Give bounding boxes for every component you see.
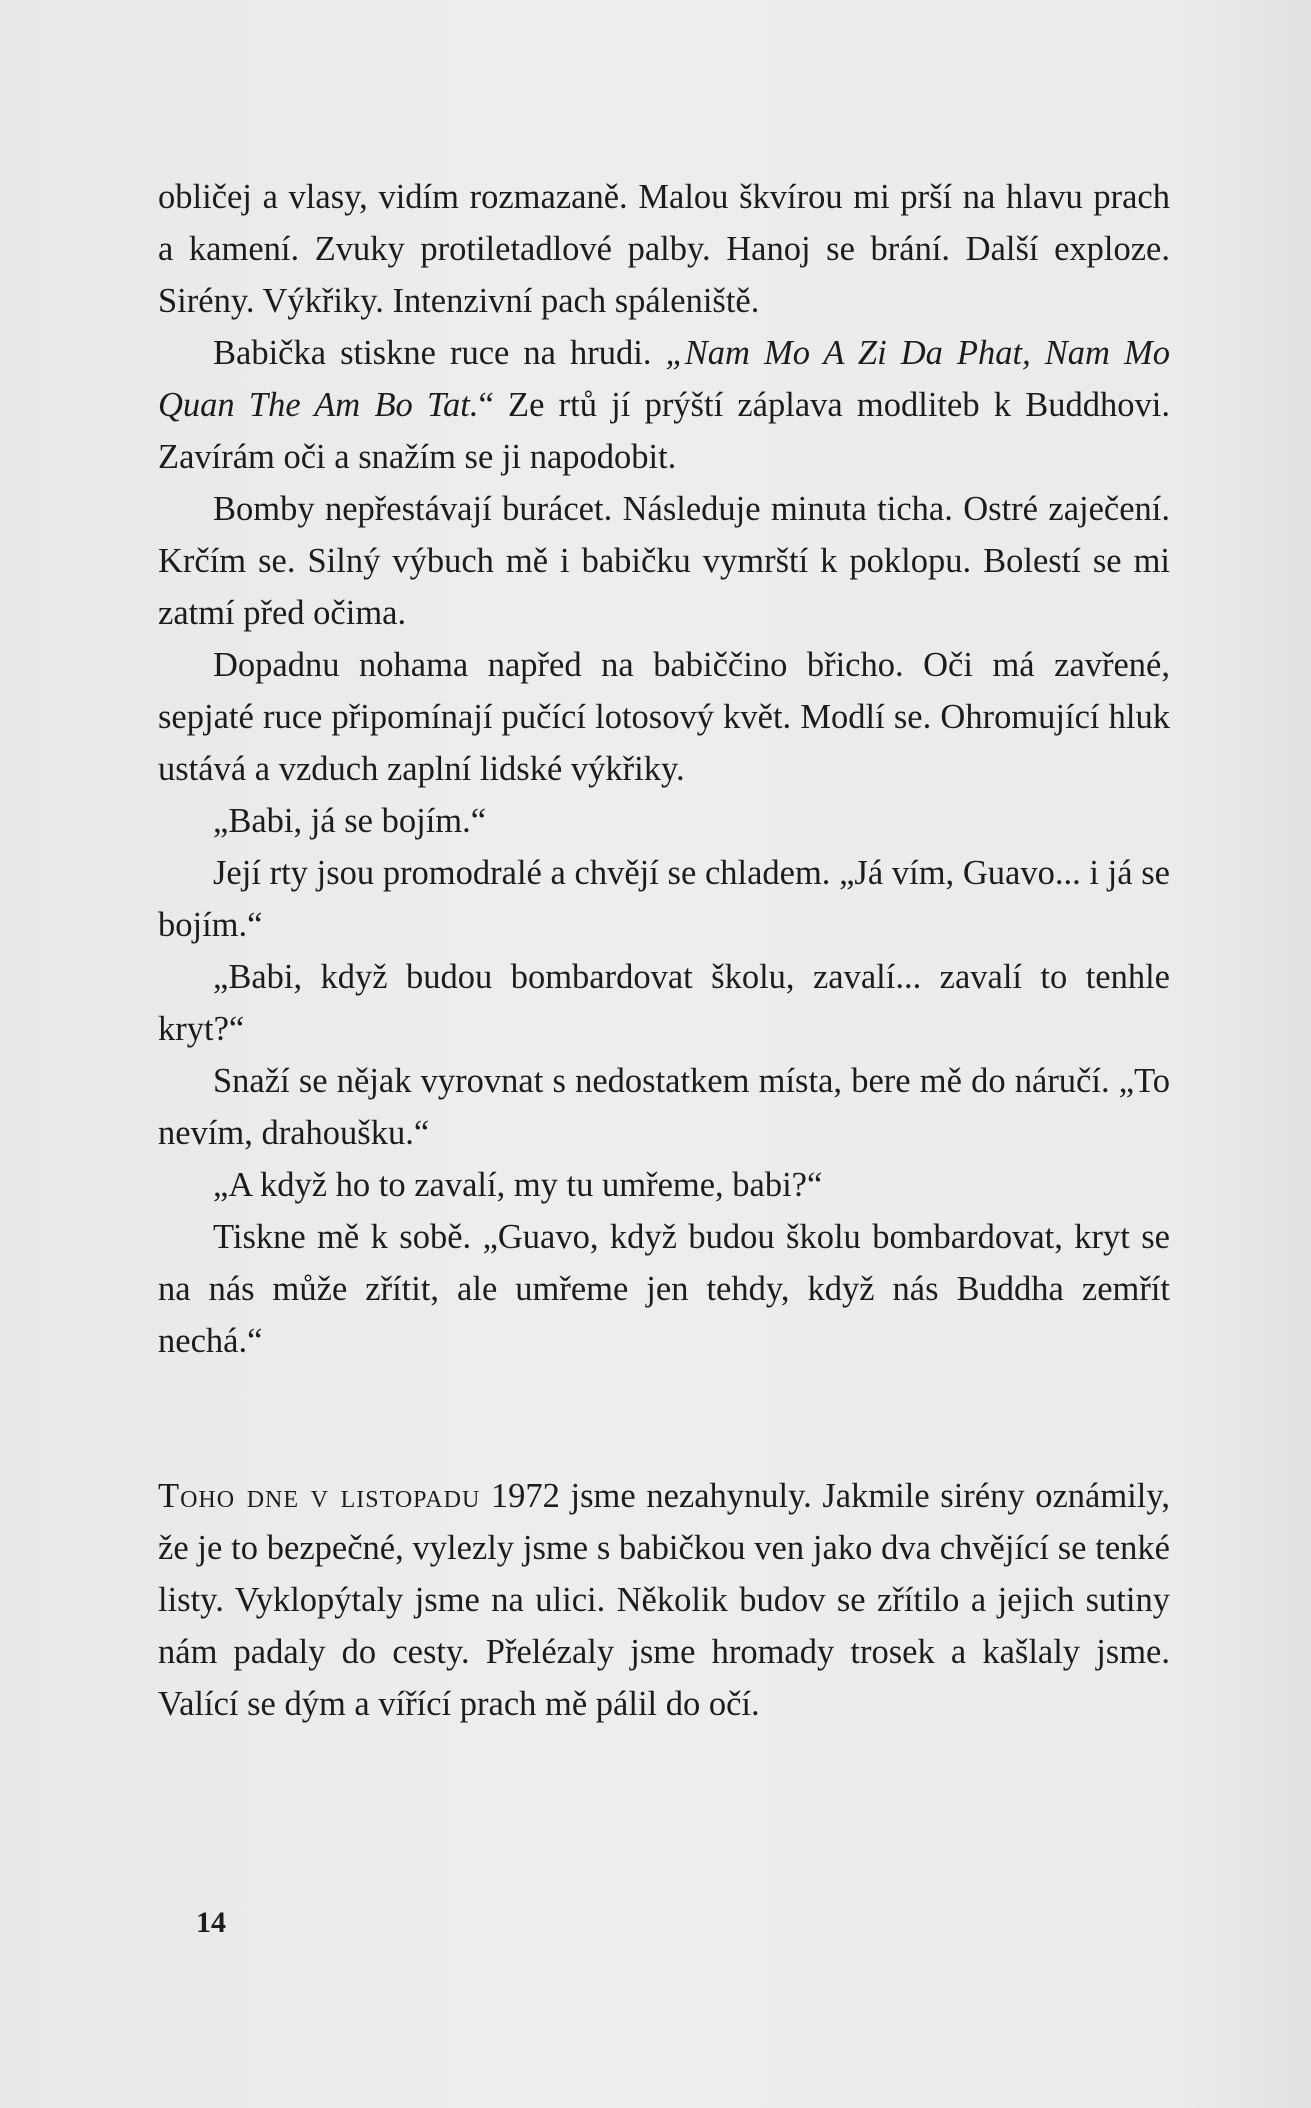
paragraph: „Babi, když budou bombardovat školu, zavalí... zavalí to tenhle kryt?“ xyxy=(158,958,1170,1048)
paragraph: obličej a vlasy, vidím rozmazaně. Malou škvírou mi prší na hlavu prach a kamení. Zvuky protiletadlové palby. Hanoj se brání. Další exploze. Sirény. Výkřiky. Intenzivní pach spáleniště. xyxy=(158,178,1170,320)
page-number: 14 xyxy=(196,1906,226,1939)
paragraph: Snaží se nějak vyrovnat s nedostatkem místa, bere mě do náručí. „To nevím, drahoušku.“ xyxy=(158,1062,1170,1152)
section-opening: Toho dne v listopadu xyxy=(158,1477,481,1515)
paragraph: Tiskne mě k sobě. „Guavo, když budou školu bombardovat, kryt se na nás může zřítit, ale umřeme jen tehdy, když nás Buddha zemřít nechá.“ xyxy=(158,1218,1170,1360)
section-paragraph xyxy=(158,1470,1170,1730)
paragraph: „A když ho to zavalí, my tu umřeme, babi?“ xyxy=(213,1166,823,1204)
paragraph-text: Babička stiskne ruce na hrudi. xyxy=(213,334,666,372)
section-text xyxy=(158,1470,1170,1730)
paragraph-text: “ Ze rtů jí prýští záplava modliteb k Buddhovi. Zavírám oči a snažím se ji napodobit. xyxy=(158,386,1170,476)
prayer-text: „Nam Mo A Zi Da Phat, Nam Mo Quan The Am Bo Tat. xyxy=(158,334,1170,424)
paragraph xyxy=(158,327,1170,483)
paragraph: „Babi, já se bojím.“ xyxy=(213,802,487,840)
paragraph: Dopadnu nohama napřed na babiččino břicho. Oči má zavřené, sepjaté ruce připomínají pučící lotosový květ. Modlí se. Ohromující hluk ustává a vzduch zaplní lidské výkřiky. xyxy=(158,646,1170,788)
paragraph: Bomby nepřestávají burácet. Následuje minuta ticha. Ostré zaječení. Krčím se. Silný výbuch mě i babičku vymrští k poklopu. Bolestí se mi zatmí před očima. xyxy=(158,490,1170,632)
section-body: 1972 jsme nezahynuly. Jakmile sirény oznámily, že je to bezpečné, vylezly jsme s babičkou ven jako dva chvějící se tenké listy. Vyklopýtaly jsme na ulici. Několik budov se zřítilo a jejich sutiny nám padaly do cesty. Přelézaly jsme hromady trosek a kašlaly jsme. Valící se dým a vířící prach mě pálil do očí. xyxy=(158,1477,1170,1723)
paragraph: Její rty jsou promodralé a chvějí se chladem. „Já vím, Guavo... i já se bojím.“ xyxy=(158,854,1170,944)
main-text xyxy=(158,171,1170,1367)
